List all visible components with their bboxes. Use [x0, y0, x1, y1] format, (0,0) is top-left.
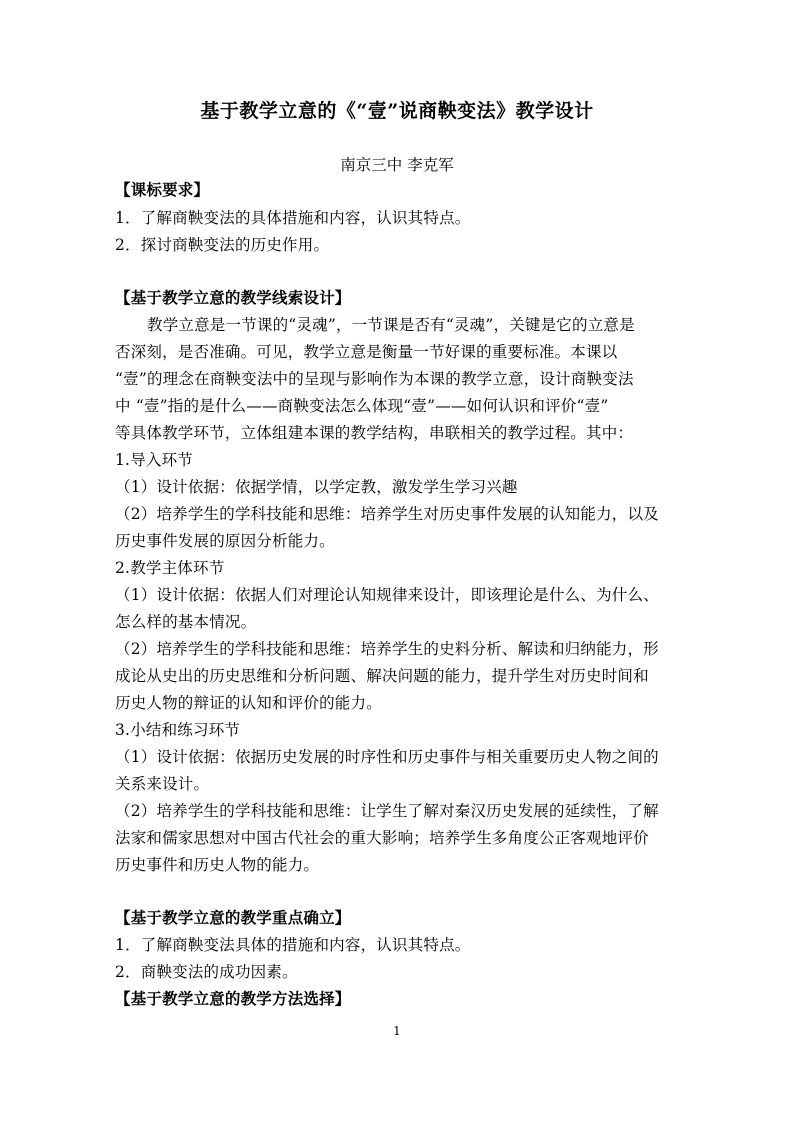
- paragraph-line: 2．探讨商鞅变法的历史作用。: [115, 236, 330, 254]
- paragraph-line: 2.教学主体环节: [115, 559, 225, 577]
- paragraph-line: 关系来设计。: [115, 775, 210, 793]
- paragraph-line: 中 “壹”指的是什么——商鞅变法怎么体现“壹”——如何认识和评价“壹”: [115, 397, 609, 415]
- paragraph-line: （2）培养学生的学科技能和思维：让学生了解对秦汉历史发展的延续性，了解: [115, 802, 659, 820]
- paragraph-line: 法家和儒家思想对中国古代社会的重大影响；培养学生多角度公正客观地评价: [115, 829, 649, 847]
- paragraph-line: 教学立意是一节课的“灵魂”，一节课是否有“灵魂”，关键是它的立意是: [147, 316, 635, 334]
- paragraph-line: （1）设计依据：依据历史发展的时序性和历史事件与相关重要历史人物之间的: [115, 748, 659, 766]
- paragraph-line: 1．了解商鞅变法具体的措施和内容，认识其特点。: [115, 936, 471, 954]
- section-heading-curriculum: 【课标要求】: [115, 180, 210, 199]
- paragraph-line: “壹”的理念在商鞅变法中的呈现与影响作为本课的教学立意，设计商鞅变法: [115, 370, 634, 388]
- paragraph-line: 1.导入环节: [115, 451, 193, 469]
- section-heading-methods: 【基于教学立意的教学方法选择】: [115, 989, 351, 1008]
- paragraph-line: 怎么样的基本情况。: [115, 613, 257, 631]
- paragraph-line: 等具体教学环节，立体组建本课的教学结构，串联相关的教学过程。其中：: [115, 424, 634, 442]
- paragraph-line: 历史人物的辩证的认知和评价的能力。: [115, 694, 382, 712]
- page-number: 1: [393, 1024, 401, 1038]
- section-heading-key-points: 【基于教学立意的教学重点确立】: [115, 908, 351, 927]
- section-heading-clue-design: 【基于教学立意的教学线索设计】: [115, 288, 351, 307]
- paragraph-line: （2）培养学生的学科技能和思维：培养学生的史料分析、解读和归纳能力，形: [115, 640, 659, 658]
- paragraph-line: （1）设计依据：依据学情，以学定教，激发学生学习兴趣: [115, 478, 518, 496]
- paragraph-line: 3.小结和练习环节: [115, 721, 241, 739]
- document-title: 基于教学立意的《“壹”说商鞅变法》教学设计: [200, 100, 594, 122]
- paragraph-line: 否深刻，是否准确。可见，教学立意是衡量一节好课的重要标准。本课以: [115, 343, 618, 361]
- paragraph-line: （1）设计依据：依据人们对理论认知规律来设计，即该理论是什么、为什么、: [115, 586, 659, 604]
- paragraph-line: （2）培养学生的学科技能和思维：培养学生对历史事件发展的认知能力，以及: [115, 505, 659, 523]
- document-author: 南京三中 李克军: [340, 156, 454, 174]
- paragraph-line: 2．商鞅变法的成功因素。: [115, 963, 298, 981]
- paragraph-line: 历史事件发展的原因分析能力。: [115, 532, 335, 550]
- paragraph-line: 1．了解商鞅变法的具体措施和内容，认识其特点。: [115, 209, 471, 227]
- paragraph-line: 成论从史出的历史思维和分析问题、解决问题的能力，提升学生对历史时间和: [115, 667, 649, 685]
- paragraph-line: 历史事件和历史人物的能力。: [115, 856, 320, 874]
